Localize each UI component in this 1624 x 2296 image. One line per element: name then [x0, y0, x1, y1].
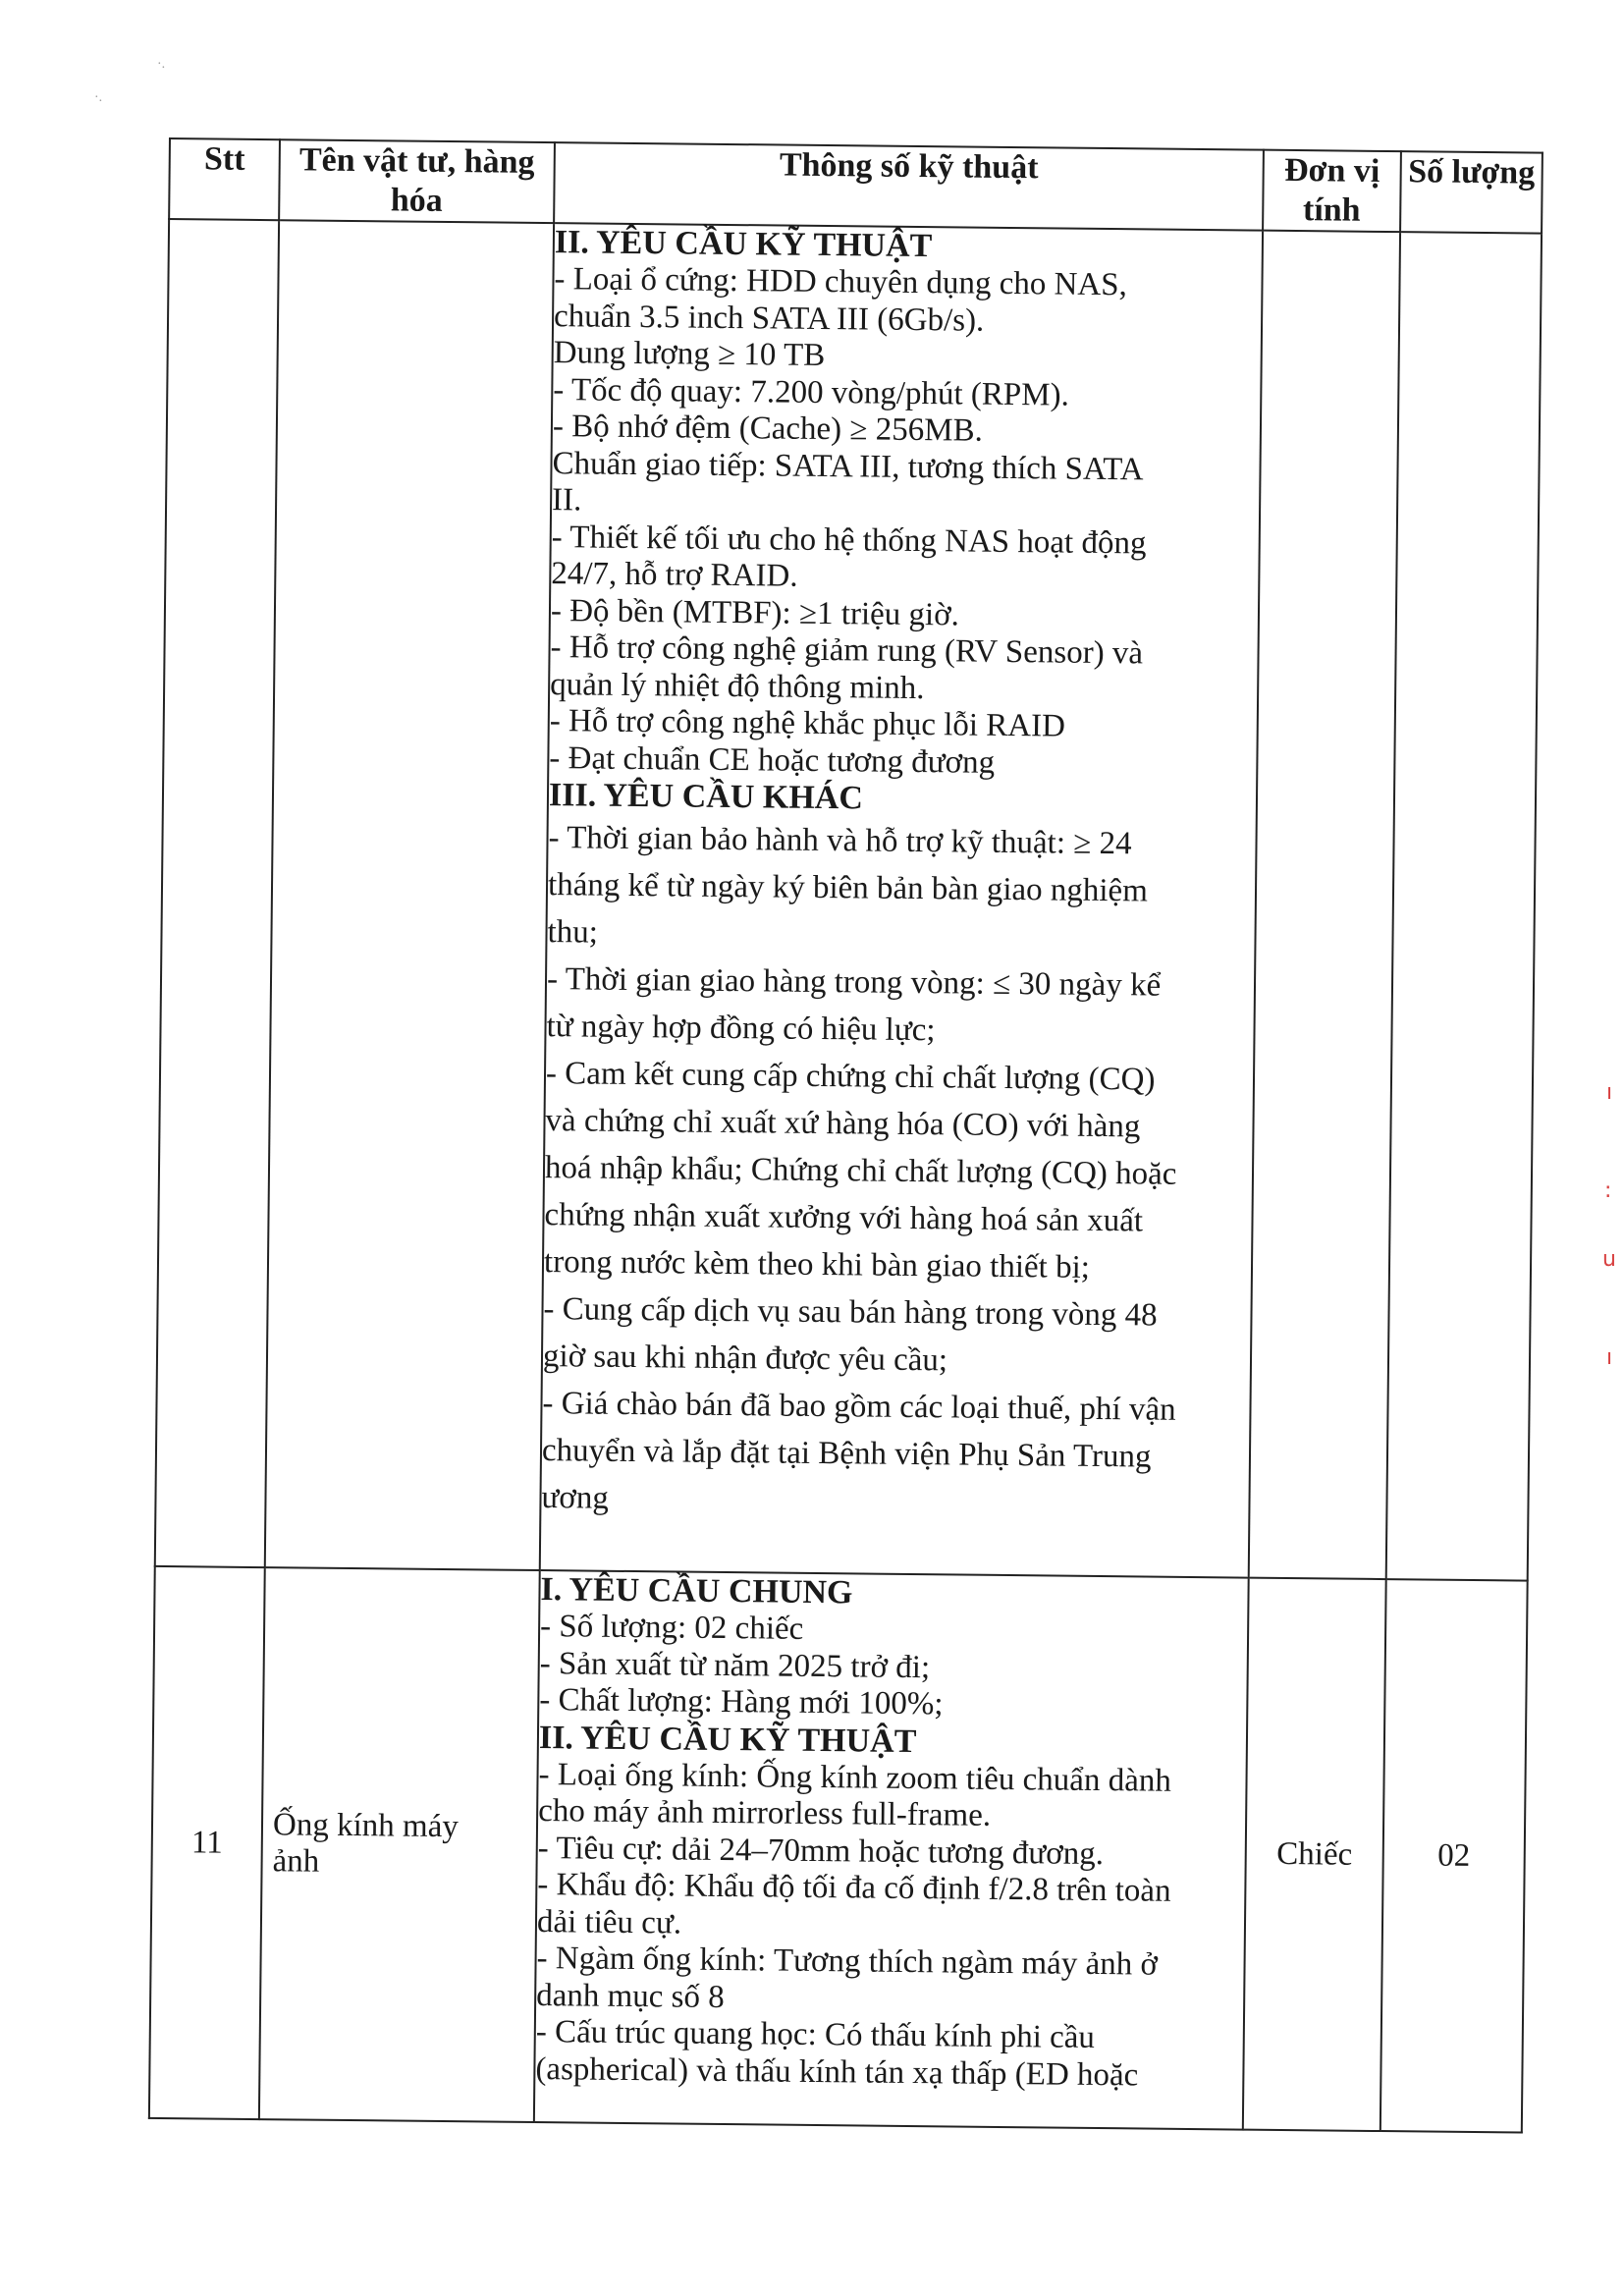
table-row: [149, 1566, 1528, 2133]
spec-line: II.: [551, 482, 582, 519]
spec-line: từ ngày hợp đồng có hiệu lực;: [546, 1009, 936, 1049]
section-title: I. YÊU CẦU CHUNG: [540, 1571, 853, 1612]
row-stt: 11: [149, 1566, 265, 2119]
spec-line: giờ sau khi nhận được yêu cầu;: [542, 1339, 948, 1379]
spec-line: ương: [541, 1480, 610, 1516]
row-qty: 02: [1380, 1579, 1528, 2132]
row-qty: [1386, 232, 1542, 1580]
spec-line: thu;: [547, 914, 599, 951]
spec-line: - Thời gian bảo hành và hỗ trợ kỹ thuật: ≥ 24: [548, 820, 1132, 862]
spec-line: - Sản xuất từ năm 2025 trở đi;: [539, 1645, 931, 1685]
spec-line: chuyển và lắp đặt tại Bệnh viện Phụ Sản Trung: [541, 1433, 1152, 1475]
stamp-edge-mark: ı: [1606, 1080, 1613, 1105]
spec-line: chứng nhận xuất xưởng với hàng hoá sản xuất: [544, 1197, 1144, 1239]
table-header-row: [169, 138, 1543, 234]
spec-line: - Chất lượng: Hàng mới 100%;: [539, 1682, 944, 1722]
header-spec: Thông số kỹ thuật: [554, 142, 1264, 231]
spec-line: danh mục số 8: [536, 1977, 725, 2015]
spec-line: và chứng chỉ xuất xứ hàng hóa (CO) với hàng: [545, 1103, 1141, 1145]
spec-line: dải tiêu cự.: [536, 1903, 682, 1941]
spec-line: - Cam kết cung cấp chứng chỉ chất lượng (CQ): [545, 1056, 1156, 1098]
spec-line: - Hỗ trợ công nghệ giảm rung (RV Sensor) và: [550, 629, 1144, 672]
spec-line: Dung lượng ≥ 10 TB: [553, 335, 826, 374]
spec-line: - Loại ống kính: Ống kính zoom tiêu chuẩn dành: [538, 1756, 1172, 1799]
spec-line: cho máy ảnh mirrorless full-frame.: [537, 1793, 992, 1833]
spec-line: - Đạt chuẩn CE hoặc tương đương: [549, 739, 996, 781]
spec-line: hoá nhập khẩu; Chứng chỉ chất lượng (CQ) hoặc: [544, 1150, 1177, 1192]
spec-line: trong nước kèm theo khi bàn giao thiết bị;: [543, 1244, 1091, 1285]
spec-line: - Ngàm ống kính: Tương thích ngàm máy ảnh ở: [536, 1941, 1159, 1983]
header-name: Tên vật tư, hàng hóa: [279, 139, 555, 223]
header-stt: Stt: [169, 138, 280, 220]
item-name-line: ảnh: [272, 1843, 320, 1880]
item-name-line: Ống kính máy: [272, 1807, 460, 1845]
spec-line: - Cấu trúc quang học: Có thấu kính phi cầu: [535, 2014, 1096, 2055]
spec-line: - Hỗ trợ công nghệ khắc phục lỗi RAID: [549, 703, 1066, 744]
spec-line: - Cung cấp dịch vụ sau bán hàng trong vòng 48: [543, 1291, 1158, 1334]
table-row: [155, 219, 1542, 1581]
spec-line: - Số lượng: 02 chiếc: [539, 1609, 804, 1647]
stamp-edge-mark: :: [1604, 1178, 1612, 1203]
spec-line: chuẩn 3.5 inch SATA III (6Gb/s).: [553, 298, 985, 339]
header-qty: Số lượng: [1400, 151, 1543, 234]
spec-line: - Thời gian giao hàng trong vòng: ≤ 30 ngày kể: [546, 961, 1162, 1004]
spec-line: (aspherical) và thấu kính tán xạ thấp (ED hoặc: [535, 2050, 1139, 2093]
stamp-edge-mark: ı: [1606, 1345, 1613, 1370]
spec-line: - Bộ nhớ đệm (Cache) ≥ 256MB.: [552, 409, 984, 449]
row-spec: [540, 223, 1263, 1577]
section-title: II. YÊU CẦU KỸ THUẬT: [554, 224, 933, 265]
spec-line: - Khẩu độ: Khẩu độ tối đa cố định f/2.8 trên toàn: [537, 1867, 1171, 1909]
scan-speck: ·.: [94, 90, 103, 105]
spec-line: - Tốc độ quay: 7.200 vòng/phút (RPM).: [553, 371, 1070, 413]
row-spec: [534, 1570, 1249, 2130]
spec-line: - Loại ổ cứng: HDD chuyên dụng cho NAS,: [554, 261, 1128, 303]
stamp-edge-mark: u: [1602, 1247, 1616, 1272]
spec-line: - Độ bền (MTBF): ≥1 triệu giờ.: [550, 592, 960, 632]
row-stt: [155, 219, 279, 1567]
row-unit: [1249, 231, 1400, 1579]
section-title: II. YÊU CẦU KỸ THUẬT: [538, 1719, 917, 1760]
row-item-name: [259, 1567, 540, 2122]
specification-table: [148, 137, 1543, 2134]
row-item-name: [265, 220, 554, 1570]
spec-line: - Thiết kế tối ưu cho hệ thống NAS hoạt động: [551, 519, 1147, 561]
spec-line: 24/7, hỗ trợ RAID.: [551, 556, 798, 594]
spec-line: tháng kể từ ngày ký biên bản bàn giao nghiệm: [547, 867, 1149, 909]
spec-line: - Giá chào bán đã bao gồm các loại thuế, phí vận: [542, 1386, 1176, 1428]
scan-speck: ·.: [157, 57, 166, 72]
section-title: III. YÊU CẦU KHÁC: [548, 777, 864, 817]
row-unit: Chiếc: [1243, 1578, 1386, 2131]
header-unit: Đơn vị tính: [1263, 150, 1401, 232]
spec-line: Chuẩn giao tiếp: SATA III, tương thích SATA: [552, 445, 1144, 487]
spec-line: quản lý nhiệt độ thông minh.: [550, 666, 925, 706]
spec-line: - Tiêu cự: dải 24–70mm hoặc tương đương.: [537, 1830, 1105, 1872]
